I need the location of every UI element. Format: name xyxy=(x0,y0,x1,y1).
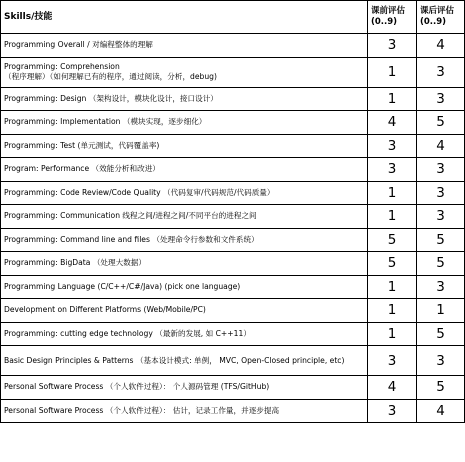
skill-cell: Personal Software Process （个人软件过程）： 个人源码管理 (TFS/GitHub) xyxy=(1,376,368,400)
pre-score-cell: 1 xyxy=(368,299,417,323)
skills-column-header xyxy=(1,1,368,34)
table-row xyxy=(1,228,465,252)
pre-assessment-header-label: 课前评估 xyxy=(371,6,406,16)
skill-cell: Programming: BigData （处理大数据） xyxy=(1,252,368,276)
post-score-cell: 4 xyxy=(417,134,465,158)
pre-score-cell: 1 xyxy=(368,275,417,299)
post-score-cell: 4 xyxy=(417,34,465,58)
pre-score-cell: 1 xyxy=(368,87,417,111)
skill-cell: Programming: Code Review/Code Quality （代码复审/代码规范/代码质量） xyxy=(1,181,368,205)
table-row xyxy=(1,205,465,229)
skill-cell: Programming: Implementation （模块实现，逐步细化） xyxy=(1,111,368,135)
post-score-cell: 3 xyxy=(417,87,465,111)
post-assessment-header-label: 课后评估 xyxy=(420,6,455,16)
skill-cell: Programming: Communication 线程之间/进程之间/不同平台的进程之间 xyxy=(1,205,368,229)
post-score-cell: 3 xyxy=(417,346,465,376)
pre-score-cell: 3 xyxy=(368,399,417,423)
table-row xyxy=(1,158,465,182)
skill-cell: Program: Performance （效能分析和改进） xyxy=(1,158,368,182)
skill-cell: Programming: Design （架构设计，模块化设计，接口设计） xyxy=(1,87,368,111)
post-score-cell: 4 xyxy=(417,399,465,423)
post-score-cell: 5 xyxy=(417,111,465,135)
post-score-cell: 3 xyxy=(417,205,465,229)
post-score-cell: 5 xyxy=(417,252,465,276)
skill-cell xyxy=(1,57,368,87)
skill-cell: Programming: Command line and files （处理命令行参数和文件系统） xyxy=(1,228,368,252)
pre-assessment-column-header xyxy=(368,1,417,34)
table-row xyxy=(1,322,465,346)
pre-score-cell: 3 xyxy=(368,158,417,182)
pre-score-cell: 4 xyxy=(368,111,417,135)
pre-assessment-header-range: (0..9) xyxy=(371,17,398,27)
pre-score-cell: 5 xyxy=(368,252,417,276)
post-assessment-header-range: (0..9) xyxy=(420,17,447,27)
post-score-cell: 3 xyxy=(417,181,465,205)
skill-cell: Programming Overall / 对编程整体的理解 xyxy=(1,34,368,58)
table-row xyxy=(1,181,465,205)
table-row xyxy=(1,376,465,400)
table-row xyxy=(1,275,465,299)
table-row xyxy=(1,87,465,111)
pre-score-cell: 3 xyxy=(368,34,417,58)
post-score-cell: 3 xyxy=(417,57,465,87)
pre-score-cell: 4 xyxy=(368,376,417,400)
skill-cell: Personal Software Process （个人软件过程）： 估计，记录工作量，并逐步提高 xyxy=(1,399,368,423)
pre-score-cell: 3 xyxy=(368,346,417,376)
skill-cell: Programming Language (C/C++/C#/Java) (pick one language) xyxy=(1,275,368,299)
post-score-cell: 3 xyxy=(417,275,465,299)
header-row xyxy=(1,1,465,34)
table-row xyxy=(1,299,465,323)
pre-score-cell: 1 xyxy=(368,57,417,87)
skills-header-label: Skills/技能 xyxy=(4,11,53,22)
post-score-cell: 5 xyxy=(417,376,465,400)
skill-sublabel: （程序理解）（如何理解已有的程序，通过阅读，分析，debug) xyxy=(4,72,217,81)
table-row xyxy=(1,252,465,276)
pre-score-cell: 1 xyxy=(368,181,417,205)
skill-cell: Basic Design Principles & Patterns （基本设计模式: 单例， MVC, Open-Closed principle, etc) xyxy=(1,346,368,376)
table-row xyxy=(1,399,465,423)
pre-score-cell: 5 xyxy=(368,228,417,252)
table-row xyxy=(1,34,465,58)
pre-score-cell: 1 xyxy=(368,322,417,346)
post-score-cell: 5 xyxy=(417,228,465,252)
pre-score-cell: 3 xyxy=(368,134,417,158)
skill-cell: Development on Different Platforms (Web/Mobile/PC) xyxy=(1,299,368,323)
post-score-cell: 1 xyxy=(417,299,465,323)
skill-label: Programming: Comprehension xyxy=(4,62,120,71)
pre-score-cell: 1 xyxy=(368,205,417,229)
table-row xyxy=(1,134,465,158)
post-score-cell: 5 xyxy=(417,322,465,346)
skill-cell: Programming: cutting edge technology （最新的发展, 如 C++11） xyxy=(1,322,368,346)
table-row xyxy=(1,57,465,87)
table-row xyxy=(1,111,465,135)
table-row xyxy=(1,346,465,376)
post-score-cell: 3 xyxy=(417,158,465,182)
skill-cell: Programming: Test (单元测试，代码覆盖率) xyxy=(1,134,368,158)
post-assessment-column-header xyxy=(417,1,465,34)
